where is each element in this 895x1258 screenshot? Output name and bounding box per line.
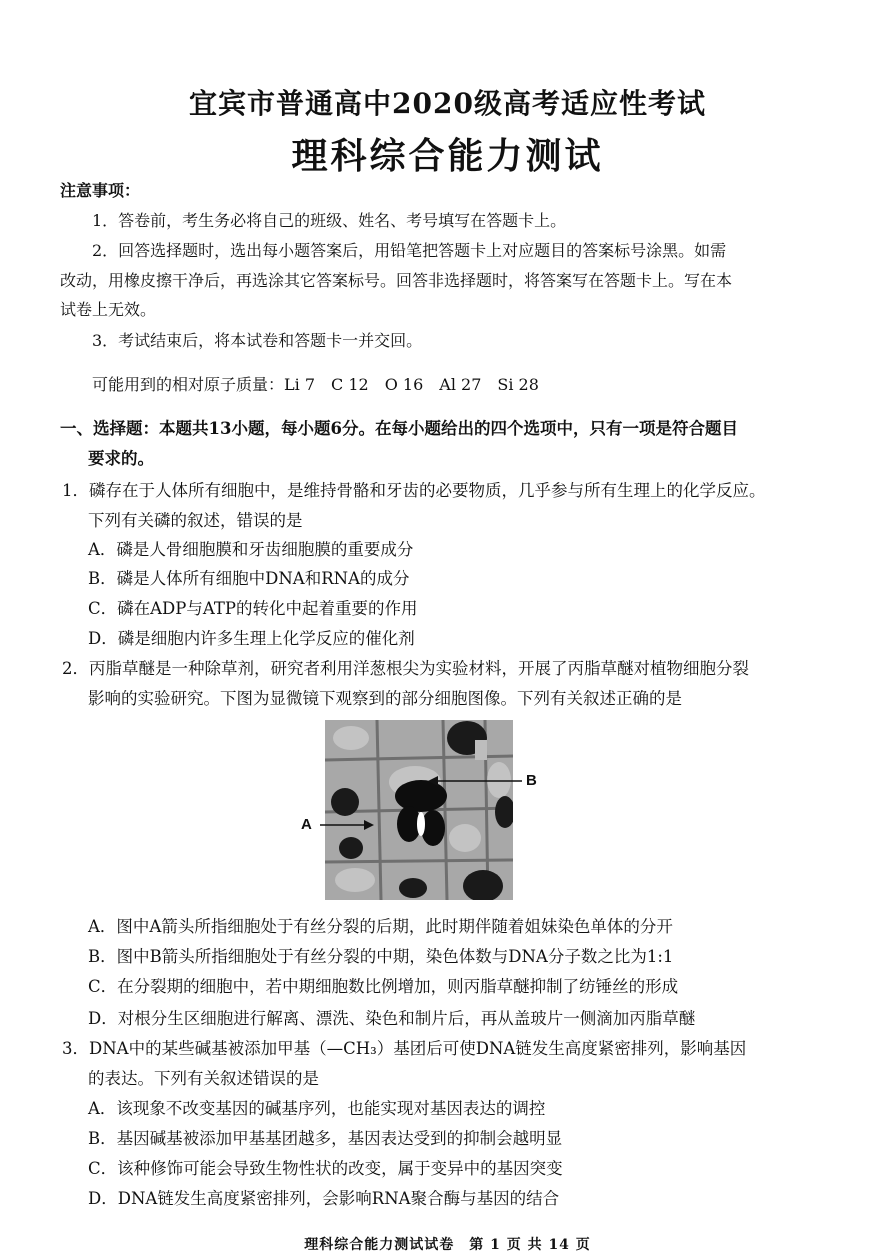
question-3-option-c: C．该种修饰可能会导致生物性状的改变，属于变异中的基因突变	[88, 1159, 563, 1178]
notice-line: 2．回答选择题时，选出每小题答案后，用铅笔把答题卡上对应题目的答案标号涂黑。如需	[92, 241, 727, 260]
question-2-option-a: A．图中A箭头所指细胞处于有丝分裂的后期，此时期伴随着姐妹染色单体的分开	[88, 917, 673, 936]
question-2-stem: 2．丙脂草醚是一种除草剂，研究者利用洋葱根尖为实验材料，开展了丙脂草醚对植物细胞分裂	[62, 659, 749, 678]
question-3-stem-cont: 的表达。下列有关叙述错误的是	[88, 1069, 319, 1088]
section-heading-cont: 要求的。	[88, 449, 154, 468]
atomic-mass-line: 可能用到的相对原子质量：Li 7 C 12 O 16 Al 27 Si 28	[92, 375, 539, 394]
question-1-option-a: A．磷是人骨细胞膜和牙齿细胞膜的重要成分	[88, 540, 414, 559]
page-footer: 理科综合能力测试试卷 第 1 页 共 14 页	[304, 1237, 591, 1253]
notice-heading: 注意事项：	[60, 181, 141, 200]
question-1-option-d: D．磷是细胞内许多生理上化学反应的催化剂	[88, 629, 415, 648]
question-1-option-b: B．磷是人体所有细胞中DNA和RNA的成分	[88, 569, 410, 588]
question-2-stem-cont: 影响的实验研究。下图为显微镜下观察到的部分细胞图像。下列有关叙述正确的是	[88, 689, 682, 708]
question-2-option-b: B．图中B箭头所指细胞处于有丝分裂的中期，染色体数与DNA分子数之比为1:1	[88, 947, 674, 966]
notice-line: 3．考试结束后，将本试卷和答题卡一并交回。	[92, 331, 423, 350]
notice-line: 1．答卷前，考生务必将自己的班级、姓名、考号填写在答题卡上。	[92, 211, 567, 230]
exam-title: 宜宾市普通高中2020级高考适应性考试	[189, 87, 706, 120]
section-heading: 一、选择题：本题共13小题，每小题6分。在每小题给出的四个选项中，只有一项是符合题目	[60, 419, 738, 438]
question-1-stem: 1．磷存在于人体所有细胞中，是维持骨骼和牙齿的必要物质，几乎参与所有生理上的化学反应。	[62, 481, 766, 500]
question-2-option-c: C．在分裂期的细胞中，若中期细胞数比例增加，则丙脂草醚抑制了纺锤丝的形成	[88, 977, 679, 996]
notice-line: 试卷上无效。	[60, 300, 157, 319]
figure-label-a: A	[301, 816, 312, 833]
question-3-option-b: B．基因碱基被添加甲基基团越多，基因表达受到的抑制会越明显	[88, 1129, 563, 1148]
question-3-stem: 3．DNA中的某些碱基被添加甲基（—CH₃）基团后可使DNA链发生高度紧密排列，影响基因	[62, 1039, 747, 1058]
notice-line: 改动，用橡皮擦干净后，再选涂其它答案标号。回答非选择题时，将答案写在答题卡上。写在本	[60, 271, 733, 290]
question-3-option-d: D．DNA链发生高度紧密排列，会影响RNA聚合酶与基因的结合	[88, 1189, 560, 1208]
question-3-option-a: A．该现象不改变基因的碱基序列，也能实现对基因表达的调控	[88, 1099, 546, 1118]
figure-arrows	[300, 770, 540, 840]
question-2-option-d: D．对根分生区细胞进行解离、漂洗、染色和制片后，再从盖玻片一侧滴加丙脂草醚	[88, 1009, 696, 1028]
question-1-stem-cont: 下列有关磷的叙述，错误的是	[88, 511, 303, 530]
exam-subject-title: 理科综合能力测试	[291, 136, 604, 177]
question-1-option-c: C．磷在ADP与ATP的转化中起着重要的作用	[88, 599, 418, 618]
figure-label-b: B	[526, 772, 537, 789]
